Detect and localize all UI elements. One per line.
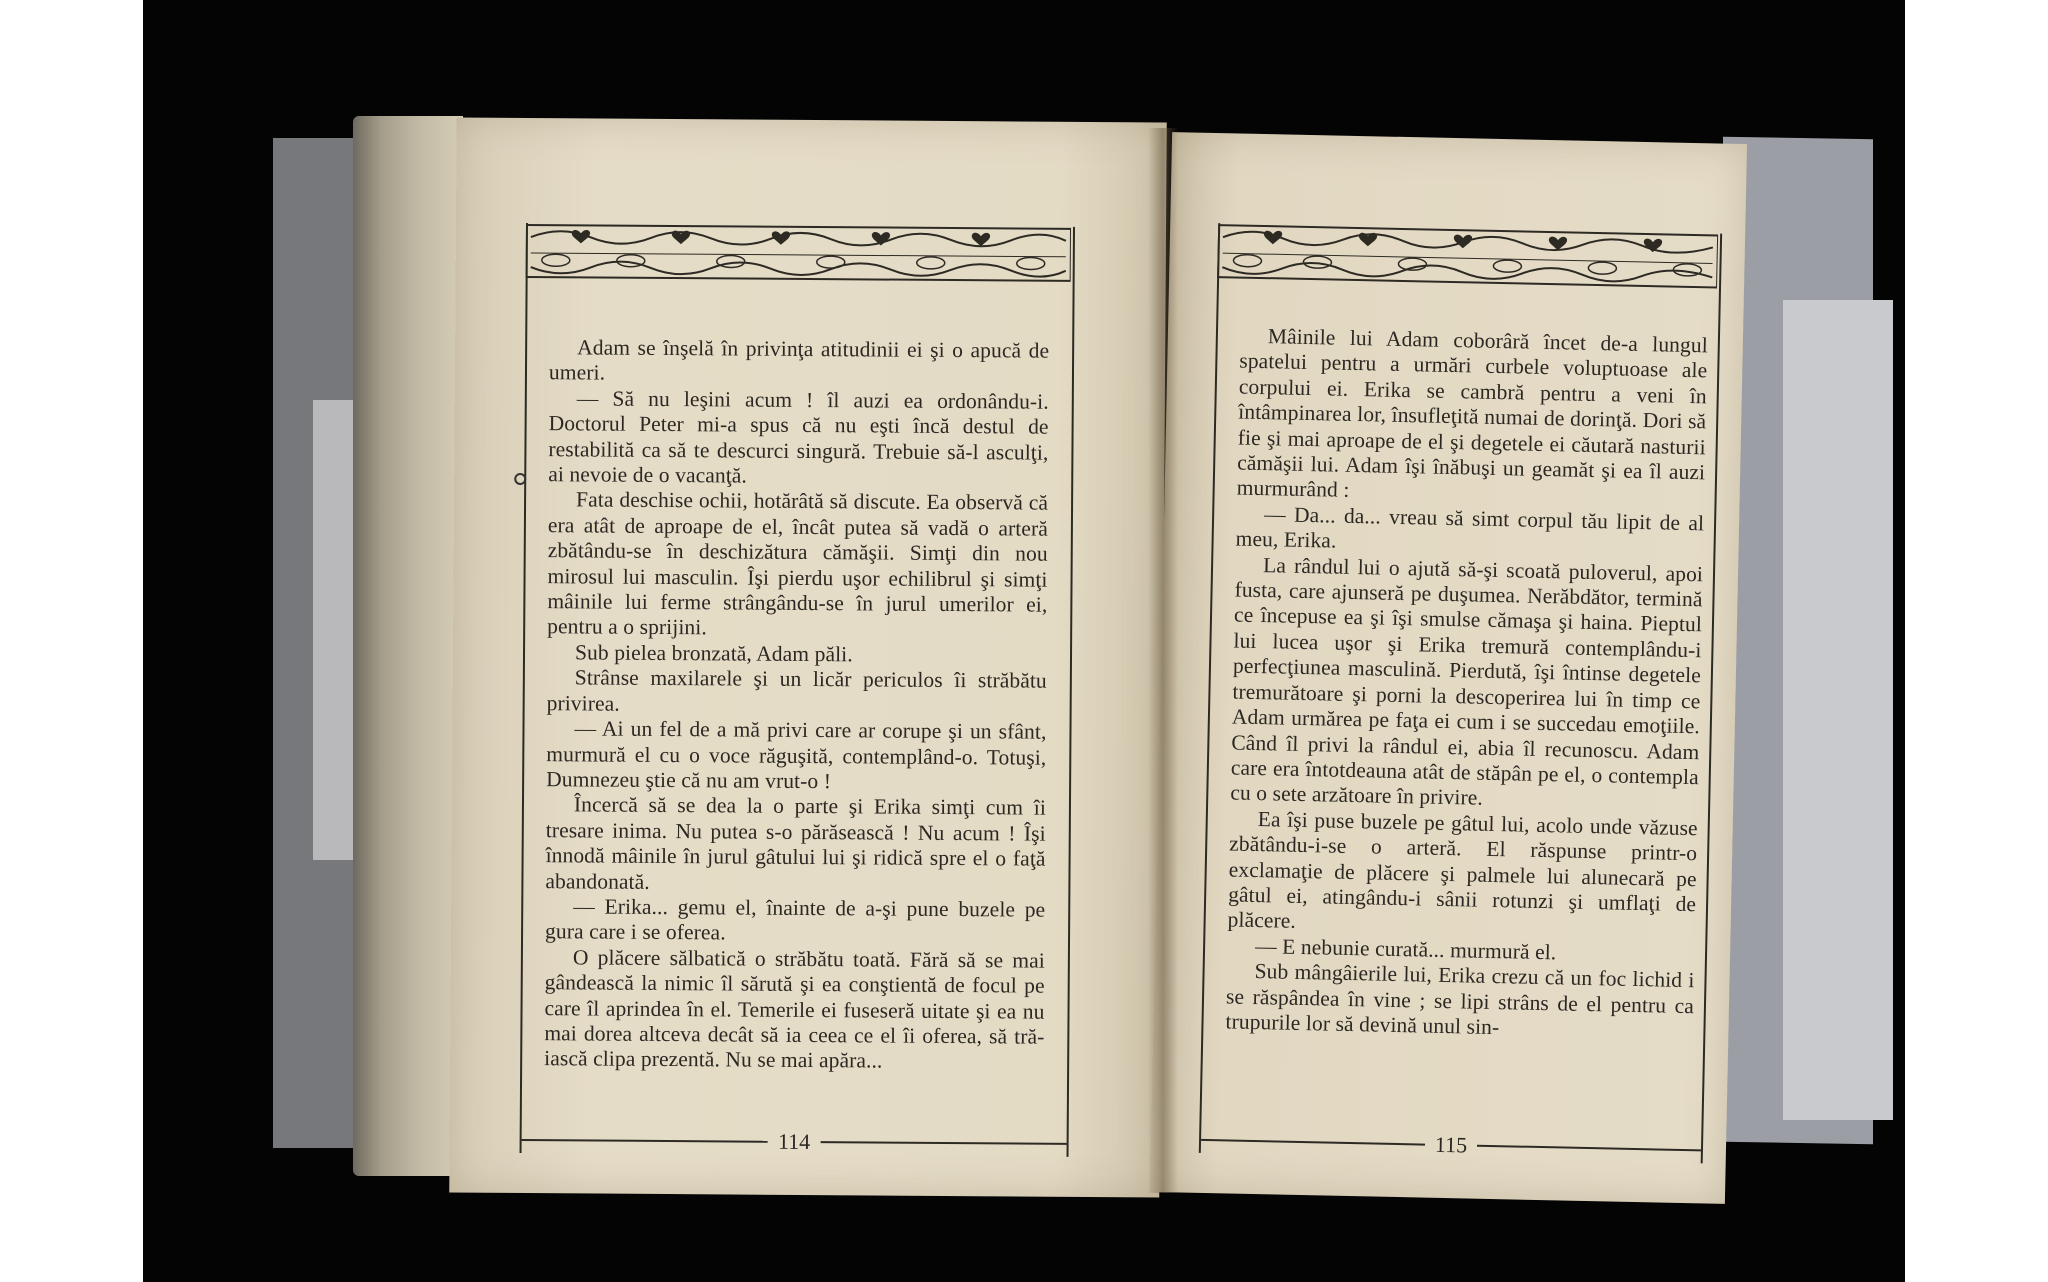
paragraph: Fata deschise ochii, hotărâtă să discute. Ea observă că era atât de aproape de el, încât putea să vadă o arteră zbătându-se în deschizătura cămăşii. Simţi din nou mirosul lui masculin. Îşi pierdu uşor echilibrul şi simţi mâinile lui ferme strângându-se în jurul umerilor ei, pentru a o sprijini. bbox=[547, 487, 1049, 640]
paragraph: O plăcere sălbatică o străbătu toată. Fără să se mai gândească la nimic îl sărută şi ea conştientă de focul pe care îl aprindea în el. Temerile ei fuseseră uitate şi ea nu mai dorea altceva decât să ia ceea ce el îi oferea, să trăiască clipa prezentă. Nu se mai apăra... bbox=[544, 945, 1045, 1073]
right-page-frame bbox=[1199, 223, 1722, 1163]
paragraph: — E nebunie curată... murmură el. bbox=[1254, 933, 1557, 965]
paragraph: Sub mângâierile lui, Erika crezu că un foc lichid i se răspândea în vine ; se lipi strâns de el pentru ca trupurile lor să devină unul sin- bbox=[1225, 959, 1695, 1040]
paragraph: — Să nu leşini acum ! îl auzi ea ordonându-i. Doctorul Peter mi-a spus că nu eşti încă destul de restabilită ca să te descurci singură. Trebuie să-l asculţi, ai nevoie de o vacanţă. bbox=[548, 386, 1049, 488]
scan-background bbox=[143, 0, 1905, 1282]
book-gutter-shadow bbox=[1148, 128, 1178, 1193]
book-page-edges bbox=[353, 116, 463, 1176]
page-number-right: 115 bbox=[1434, 1131, 1468, 1158]
paragraph: — Ai un fel de a mă privi care ar corupe şi un sfânt, murmură el cu o voce răguşită, contemplând-o. Totuşi, Dumnezeu ştie că nu am vrut-o ! bbox=[546, 716, 1047, 794]
page-number-left: 114 bbox=[777, 1128, 811, 1155]
paragraph: La rândul lui o ajută să-şi scoată puloverul, apoi fusta, care ajunseră pe duşumea. Nerăbdător, termină ce începuse ea şi îşi smulse cămaşa şi haina. Pieptul lui lucea uşor şi Erika tremură contemplându-i perfecţiunea masculină. Pierdută, îşi întinse degetele tremurătoare şi porni la descoperirea lui în timp ce Adam urmărea pe faţa ei cum i se succedau emoţiile. Când îl privi la rândul ei, abia îl recunoscu. Adam care era întotdeauna atât de stăpân pe el, o contempla cu o sete arzătoare în privire. bbox=[1230, 552, 1704, 811]
paragraph: Sub pielea bronzată, Adam păli. bbox=[574, 640, 853, 667]
open-book bbox=[353, 108, 1733, 1198]
footer-rule bbox=[820, 1141, 1066, 1145]
left-page-frame bbox=[520, 223, 1075, 1157]
footer-rule bbox=[1477, 1145, 1701, 1152]
paragraph: Mâinile lui Adam coborâră încet de-a lungul spatelui pentru a urmări curbele voluptuoase ale corpului ei. Erika se cambră pentru a veni în întâmpinarea lor, însufleţită numai de dorinţă. Dori să fie şi mai aproape de el şi degetele ei căutară nasturii cămăşii lui. Adam îşi înăbuşi un geamăt şi ea îl auzi murmurând : bbox=[1236, 324, 1709, 503]
paragraph: — Erika... gemu el, înainte de a-şi pune buzele pe gura care i se oferea. bbox=[544, 894, 1046, 945]
right-page-body bbox=[1225, 324, 1708, 1045]
left-page-body bbox=[544, 335, 1049, 1075]
footer-rule bbox=[1201, 1139, 1425, 1146]
ornament-header-left bbox=[526, 223, 1071, 287]
backdrop-right-light bbox=[1783, 300, 1893, 1120]
paragraph: Strânse maxilarele şi un licăr periculos îi străbătu privirea. bbox=[546, 665, 1047, 716]
ring-mark bbox=[514, 473, 526, 485]
left-page bbox=[449, 118, 1166, 1198]
ornament-header-right bbox=[1217, 223, 1718, 293]
left-page-footer bbox=[522, 1125, 1067, 1159]
paragraph: Adam se înşelă în privinţa atitudinii ei şi o apucă de umeri. bbox=[548, 335, 1050, 385]
paragraph: Încercă să se dea la o parte şi Erika simţi cum îi tresare inima. Nu putea s-o părăsească ! Nu acum ! Îşi înnodă mâinile în jurul gâtului lui şi ridică spre el o faţă abandonată. bbox=[545, 792, 1047, 894]
footer-rule bbox=[522, 1139, 768, 1143]
paragraph: — Da... da... vreau să simt corpul tău lipit de al meu, Erika. bbox=[1235, 501, 1705, 553]
right-page-footer bbox=[1201, 1125, 1702, 1165]
right-page bbox=[1150, 132, 1747, 1204]
paragraph: Ea îşi puse buzele pe gâtul lui, acolo unde văzuse zbătându-i-se o arteră. El răspunse printr-o exclamaţie de plăcere şi palmele lui alunecară pe gâtul ei, atingându-i sânii rotunzi şi umflaţi de plăcere. bbox=[1227, 806, 1698, 934]
